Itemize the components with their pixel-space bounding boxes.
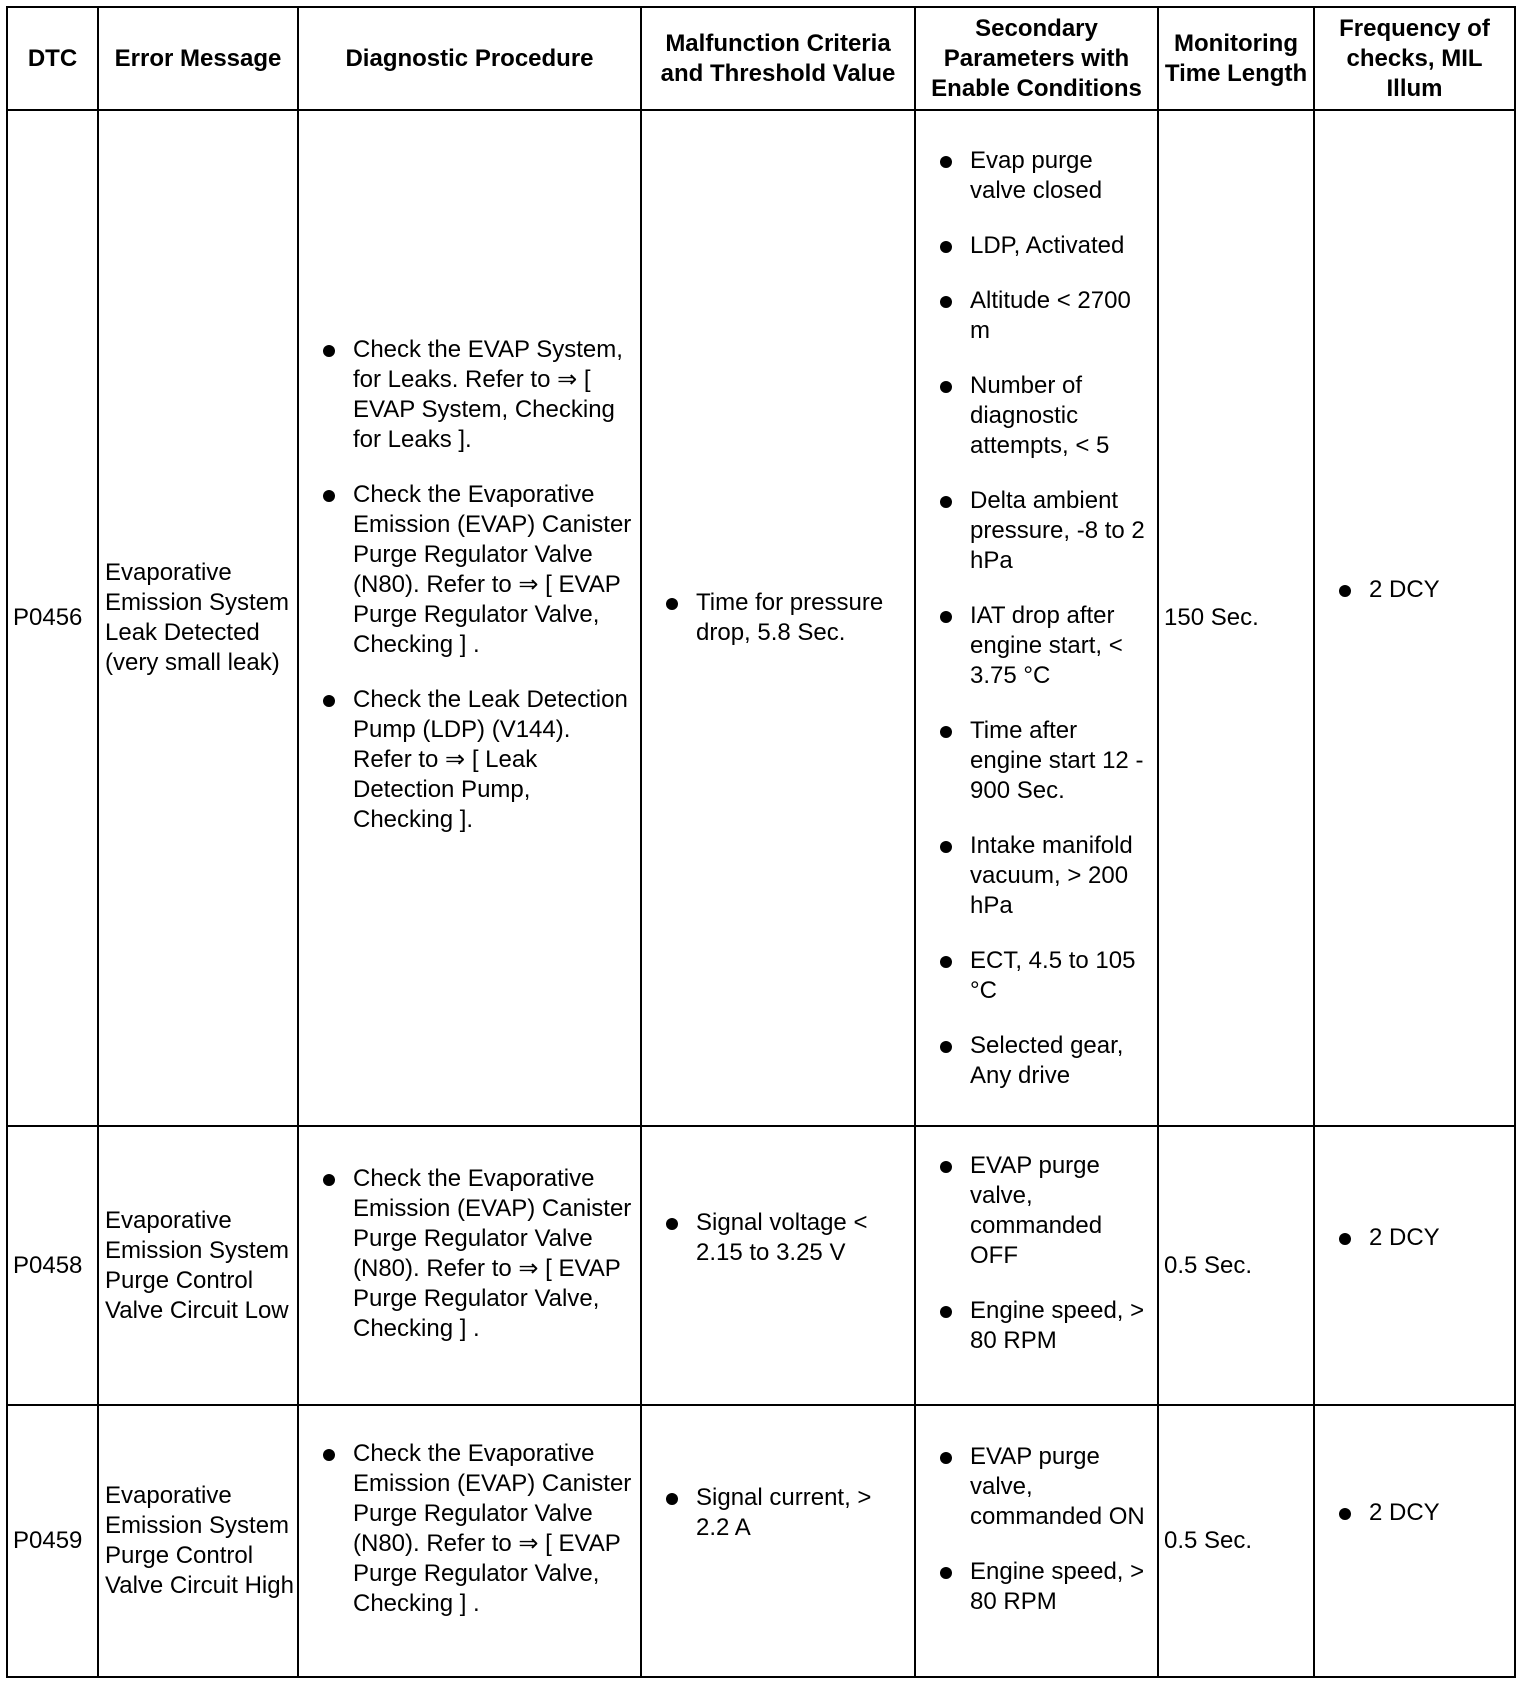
frequency-item: 2 DCY — [1333, 1223, 1514, 1253]
frequency-item: 2 DCY — [1333, 1498, 1514, 1528]
header-monitoring-time: Monitoring Time Length — [1158, 7, 1314, 110]
dtc-table — [6, 6, 1516, 1678]
table-row-p0459 — [7, 1405, 1515, 1677]
malfunction-criteria — [641, 110, 915, 1126]
criteria-item: Signal voltage < 2.15 to 3.25 V — [660, 1208, 908, 1268]
diagnostic-procedure — [298, 110, 641, 1126]
parameter-item: EVAP purge valve, commanded OFF — [934, 1151, 1149, 1271]
diagnostic-step: Check the EVAP System, for Leaks. Refer to ⇒ [ EVAP System, Checking for Leaks ]. — [317, 335, 634, 455]
diagnostic-step: Check the Evaporative Emission (EVAP) Canister Purge Regulator Valve (N80). Refer to ⇒ [ EVAP Purge Regulator Valve, Checking ] . — [317, 1164, 634, 1344]
table-row-p0456 — [7, 110, 1515, 1126]
header-secondary-parameters: Secondary Parameters with Enable Conditions — [915, 7, 1158, 110]
diagnostic-procedure — [298, 1405, 641, 1677]
malfunction-criteria — [641, 1405, 915, 1677]
parameter-item: IAT drop after engine start, < 3.75 °C — [934, 601, 1149, 691]
parameter-item: Engine speed, > 80 RPM — [934, 1557, 1149, 1617]
parameter-item: Altitude < 2700 m — [934, 286, 1149, 346]
error-message: Evaporative Emission System Purge Control Valve Circuit High — [98, 1405, 298, 1677]
frequency — [1314, 1405, 1515, 1677]
monitoring-time: 0.5 Sec. — [1158, 1405, 1314, 1677]
dtc-code: P0459 — [7, 1405, 98, 1677]
parameter-item: Number of diagnostic attempts, < 5 — [934, 371, 1149, 461]
parameter-item: Evap purge valve closed — [934, 146, 1149, 206]
dtc-code: P0458 — [7, 1126, 98, 1405]
parameter-item: LDP, Activated — [934, 231, 1149, 261]
parameter-item: Time after engine start 12 - 900 Sec. — [934, 716, 1149, 806]
header-frequency: Frequency of checks, MIL Illum — [1314, 7, 1515, 110]
parameter-item: Engine speed, > 80 RPM — [934, 1296, 1149, 1356]
header-diagnostic-procedure: Diagnostic Procedure — [298, 7, 641, 110]
parameter-item: Selected gear, Any drive — [934, 1031, 1149, 1091]
secondary-parameters — [915, 1405, 1158, 1677]
frequency — [1314, 1126, 1515, 1405]
error-message: Evaporative Emission System Purge Control Valve Circuit Low — [98, 1126, 298, 1405]
malfunction-criteria — [641, 1126, 915, 1405]
error-message: Evaporative Emission System Leak Detected (very small leak) — [98, 110, 298, 1126]
frequency-item: 2 DCY — [1333, 575, 1514, 605]
diagnostic-step: Check the Evaporative Emission (EVAP) Canister Purge Regulator Valve (N80). Refer to ⇒ [ EVAP Purge Regulator Valve, Checking ] . — [317, 1439, 634, 1619]
header-error-message: Error Message — [98, 7, 298, 110]
table-row-p0458 — [7, 1126, 1515, 1405]
criteria-item: Signal current, > 2.2 A — [660, 1483, 908, 1543]
header-malfunction-criteria: Malfunction Criteria and Threshold Value — [641, 7, 915, 110]
frequency — [1314, 110, 1515, 1126]
parameter-item: ECT, 4.5 to 105 °C — [934, 946, 1149, 1006]
monitoring-time: 0.5 Sec. — [1158, 1126, 1314, 1405]
header-row — [7, 7, 1515, 110]
monitoring-time: 150 Sec. — [1158, 110, 1314, 1126]
header-dtc: DTC — [7, 7, 98, 110]
diagnostic-step: Check the Leak Detection Pump (LDP) (V144). Refer to ⇒ [ Leak Detection Pump, Checking ]. — [317, 685, 634, 835]
secondary-parameters — [915, 1126, 1158, 1405]
dtc-code: P0456 — [7, 110, 98, 1126]
parameter-item: Intake manifold vacuum, > 200 hPa — [934, 831, 1149, 921]
parameter-item: Delta ambient pressure, -8 to 2 hPa — [934, 486, 1149, 576]
parameter-item: EVAP purge valve, commanded ON — [934, 1442, 1149, 1532]
secondary-parameters — [915, 110, 1158, 1126]
diagnostic-procedure — [298, 1126, 641, 1405]
diagnostic-step: Check the Evaporative Emission (EVAP) Canister Purge Regulator Valve (N80). Refer to ⇒ [ EVAP Purge Regulator Valve, Checking ] . — [317, 480, 634, 660]
criteria-item: Time for pressure drop, 5.8 Sec. — [660, 588, 908, 648]
